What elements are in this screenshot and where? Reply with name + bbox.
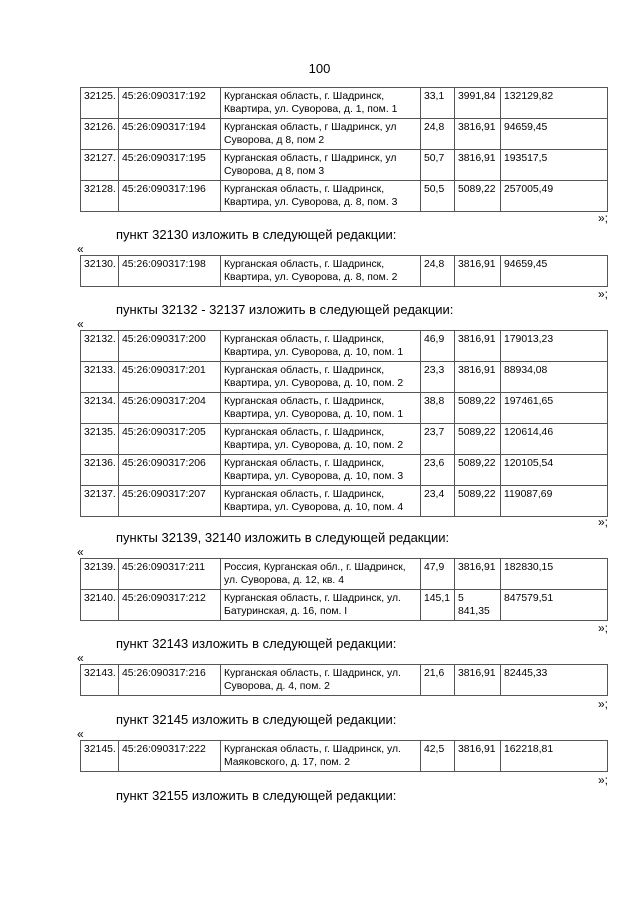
open-quote: « [77, 727, 84, 741]
table-block-6 [80, 740, 608, 772]
area-cell: 21,6 [421, 665, 455, 696]
address-cell: Курганская область, г. Шадринск, ул. Суворова, д. 4, пом. 2 [221, 665, 421, 696]
cadastral-value-cell: 162218,81 [501, 741, 608, 772]
open-quote: « [77, 651, 84, 665]
area-cell: 50,7 [421, 150, 455, 181]
area-cell: 47,9 [421, 559, 455, 590]
price-per-meter-cell: 5089,22 [455, 455, 501, 486]
cadastral-number-cell: 45:26:090317:205 [119, 424, 221, 455]
price-per-meter-cell: 3816,91 [455, 362, 501, 393]
price-per-meter-cell: 3816,91 [455, 119, 501, 150]
table-row [81, 590, 608, 621]
cadastral-number-cell: 45:26:090317:198 [119, 256, 221, 287]
table-block-1 [80, 87, 608, 212]
cadastral-number-cell: 45:26:090317:194 [119, 119, 221, 150]
cadastral-value-cell: 193517,5 [501, 150, 608, 181]
address-cell: Курганская область, г. Шадринск, ул. Маяковского, д. 17, пом. 2 [221, 741, 421, 772]
table-block-4 [80, 558, 608, 621]
table-row [81, 559, 608, 590]
address-cell: Курганская область, г. Шадринск, Квартира, ул. Суворова, д. 10, пом. 1 [221, 393, 421, 424]
cadastral-number-cell: 45:26:090317:192 [119, 88, 221, 119]
table-row [81, 665, 608, 696]
area-cell: 24,8 [421, 256, 455, 287]
price-per-meter-cell: 5089,22 [455, 424, 501, 455]
table-block-2 [80, 255, 608, 287]
area-cell: 50,5 [421, 181, 455, 212]
open-quote: « [77, 545, 84, 559]
cadastral-value-cell: 197461,65 [501, 393, 608, 424]
address-cell: Курганская область, г. Шадринск, Квартира, ул. Суворова, д. 8, пом. 3 [221, 181, 421, 212]
table-body [81, 665, 608, 696]
price-per-meter-cell: 3816,91 [455, 559, 501, 590]
row-number-cell: 32136. [81, 455, 119, 486]
instruction-text: пункты 32132 - 32137 изложить в следующей редакции: [116, 302, 454, 317]
close-quote: »; [597, 515, 608, 529]
row-number-cell: 32137. [81, 486, 119, 517]
table-row [81, 362, 608, 393]
instruction-text: пункт 32130 изложить в следующей редакции: [116, 227, 397, 242]
close-quote: »; [597, 621, 608, 635]
cadastral-number-cell: 45:26:090317:195 [119, 150, 221, 181]
area-cell: 33,1 [421, 88, 455, 119]
row-number-cell: 32126. [81, 119, 119, 150]
row-number-cell: 32135. [81, 424, 119, 455]
area-cell: 23,4 [421, 486, 455, 517]
row-number-cell: 32134. [81, 393, 119, 424]
cadastral-value-cell: 82445,33 [501, 665, 608, 696]
close-quote: »; [597, 773, 608, 787]
table-row [81, 88, 608, 119]
cadastral-value-cell: 119087,69 [501, 486, 608, 517]
table-row [81, 119, 608, 150]
row-number-cell: 32128. [81, 181, 119, 212]
address-cell: Курганская область, г. Шадринск, Квартира, ул. Суворова, д. 10, пом. 2 [221, 424, 421, 455]
table-row [81, 424, 608, 455]
price-per-meter-cell: 3816,91 [455, 665, 501, 696]
cadastral-number-cell: 45:26:090317:207 [119, 486, 221, 517]
area-cell: 46,9 [421, 331, 455, 362]
address-cell: Курганская область, г. Шадринск, Квартира, ул. Суворова, д. 10, пом. 3 [221, 455, 421, 486]
table-body [81, 331, 608, 517]
cadastral-value-cell: 847579,51 [501, 590, 608, 621]
table-block-5 [80, 664, 608, 696]
cadastral-value-cell: 94659,45 [501, 119, 608, 150]
address-cell: Курганская область, г Шадринск, ул Суворова, д 8, пом 2 [221, 119, 421, 150]
cadastral-value-cell: 88934,08 [501, 362, 608, 393]
row-number-cell: 32125. [81, 88, 119, 119]
cadastral-number-cell: 45:26:090317:206 [119, 455, 221, 486]
cadastral-number-cell: 45:26:090317:204 [119, 393, 221, 424]
cadastral-value-cell: 120614,46 [501, 424, 608, 455]
instruction-text: пункт 32145 изложить в следующей редакции: [116, 712, 397, 727]
price-per-meter-cell: 3816,91 [455, 741, 501, 772]
price-per-meter-cell: 5 841,35 [455, 590, 501, 621]
price-per-meter-cell: 3991,84 [455, 88, 501, 119]
cadastral-value-cell: 120105,54 [501, 455, 608, 486]
price-per-meter-cell: 3816,91 [455, 150, 501, 181]
row-number-cell: 32145. [81, 741, 119, 772]
row-number-cell: 32132. [81, 331, 119, 362]
address-cell: Курганская область, г. Шадринск, Квартира, ул. Суворова, д. 8, пом. 2 [221, 256, 421, 287]
area-cell: 23,3 [421, 362, 455, 393]
instruction-text: пункт 32155 изложить в следующей редакции: [116, 788, 397, 803]
cadastral-value-cell: 132129,82 [501, 88, 608, 119]
table-row [81, 181, 608, 212]
cadastral-value-cell: 94659,45 [501, 256, 608, 287]
price-per-meter-cell: 5089,22 [455, 486, 501, 517]
address-cell: Курганская область, г. Шадринск, Квартира, ул. Суворова, д. 10, пом. 1 [221, 331, 421, 362]
table-row [81, 256, 608, 287]
address-cell: Курганская область, г. Шадринск, Квартира, ул. Суворова, д. 10, пом. 2 [221, 362, 421, 393]
row-number-cell: 32139. [81, 559, 119, 590]
close-quote: »; [597, 211, 608, 225]
table-block-3 [80, 330, 608, 517]
row-number-cell: 32140. [81, 590, 119, 621]
table-body [81, 256, 608, 287]
row-number-cell: 32130. [81, 256, 119, 287]
cadastral-value-cell: 179013,23 [501, 331, 608, 362]
open-quote: « [77, 317, 84, 331]
cadastral-number-cell: 45:26:090317:216 [119, 665, 221, 696]
table-row [81, 455, 608, 486]
instruction-text: пункт 32143 изложить в следующей редакции: [116, 636, 397, 651]
price-per-meter-cell: 3816,91 [455, 331, 501, 362]
row-number-cell: 32127. [81, 150, 119, 181]
table-row [81, 331, 608, 362]
table-row [81, 150, 608, 181]
page-number: 100 [308, 61, 331, 76]
address-cell: Курганская область, г Шадринск, ул Суворова, д 8, пом 3 [221, 150, 421, 181]
cadastral-number-cell: 45:26:090317:196 [119, 181, 221, 212]
price-per-meter-cell: 5089,22 [455, 181, 501, 212]
area-cell: 23,7 [421, 424, 455, 455]
address-cell: Россия, Курганская обл., г. Шадринск, ул. Суворова, д. 12, кв. 4 [221, 559, 421, 590]
table-body [81, 559, 608, 621]
price-per-meter-cell: 5089,22 [455, 393, 501, 424]
table-row [81, 393, 608, 424]
table-row [81, 486, 608, 517]
cadastral-value-cell: 182830,15 [501, 559, 608, 590]
cadastral-number-cell: 45:26:090317:222 [119, 741, 221, 772]
price-per-meter-cell: 3816,91 [455, 256, 501, 287]
address-cell: Курганская область, г. Шадринск, Квартира, ул. Суворова, д. 1, пом. 1 [221, 88, 421, 119]
table-body [81, 88, 608, 212]
area-cell: 145,1 [421, 590, 455, 621]
area-cell: 38,8 [421, 393, 455, 424]
close-quote: »; [597, 697, 608, 711]
area-cell: 23,6 [421, 455, 455, 486]
close-quote: »; [597, 287, 608, 301]
address-cell: Курганская область, г. Шадринск, ул. Батуринская, д. 16, пом. I [221, 590, 421, 621]
area-cell: 24,8 [421, 119, 455, 150]
cadastral-number-cell: 45:26:090317:201 [119, 362, 221, 393]
table-row [81, 741, 608, 772]
table-body [81, 741, 608, 772]
area-cell: 42,5 [421, 741, 455, 772]
cadastral-number-cell: 45:26:090317:212 [119, 590, 221, 621]
cadastral-value-cell: 257005,49 [501, 181, 608, 212]
address-cell: Курганская область, г. Шадринск, Квартира, ул. Суворова, д. 10, пом. 4 [221, 486, 421, 517]
cadastral-number-cell: 45:26:090317:200 [119, 331, 221, 362]
open-quote: « [77, 242, 84, 256]
cadastral-number-cell: 45:26:090317:211 [119, 559, 221, 590]
row-number-cell: 32143. [81, 665, 119, 696]
instruction-text: пункты 32139, 32140 изложить в следующей редакции: [116, 530, 450, 545]
row-number-cell: 32133. [81, 362, 119, 393]
